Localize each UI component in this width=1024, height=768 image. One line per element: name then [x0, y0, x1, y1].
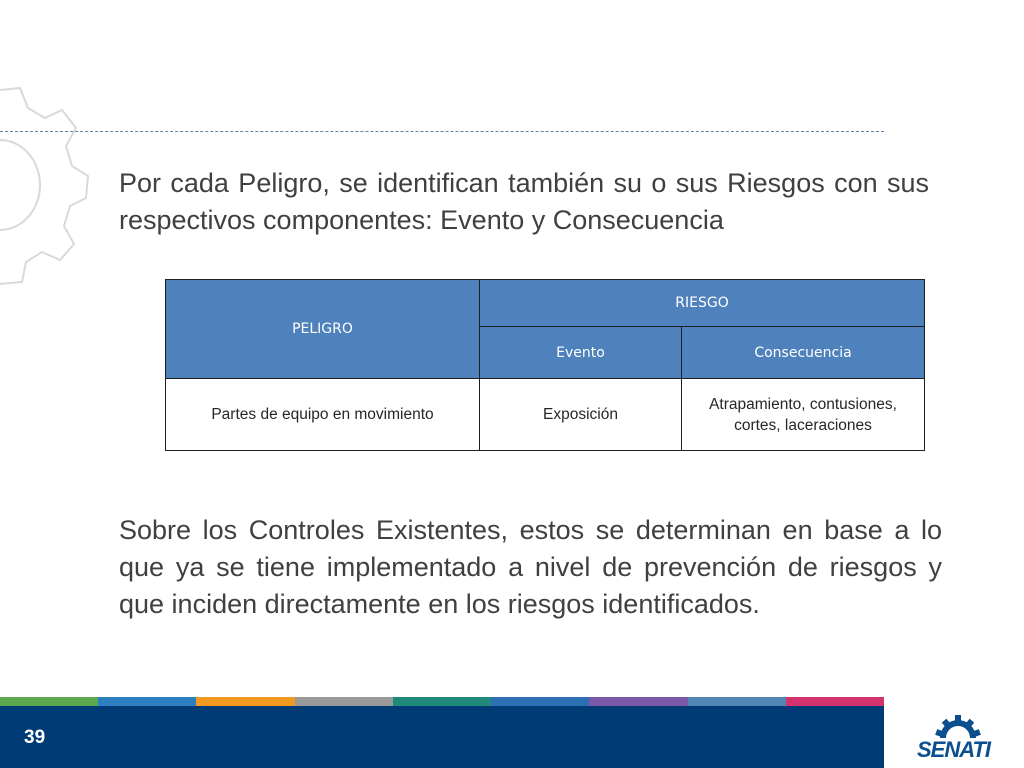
cell-evento: Exposición	[480, 379, 682, 451]
color-stripe-segment	[196, 697, 294, 706]
subheader-consecuencia: Consecuencia	[682, 327, 925, 379]
table-row	[166, 379, 925, 451]
color-stripe-segment	[295, 697, 393, 706]
intro-paragraph: Por cada Peligro, se identifican también su o sus Riesgos con sus respectivos componentes: Evento y Consecuencia	[119, 168, 929, 235]
page-number: 39	[24, 727, 46, 748]
cell-consecuencia: Atrapamiento, contusiones, cortes, laceraciones	[682, 379, 925, 451]
header-peligro: PELIGRO	[166, 280, 480, 379]
subheader-evento: Evento	[480, 327, 682, 379]
color-stripe-segment	[393, 697, 491, 706]
color-stripe-bar	[0, 697, 884, 706]
gear-outline-icon	[0, 80, 90, 290]
color-stripe-segment	[688, 697, 786, 706]
controls-paragraph: Sobre los Controles Existentes, estos se determinan en base a lo que ya se tiene implementado a nivel de prevención de riesgos y que inciden directamente en los riesgos identificados.	[119, 515, 942, 619]
cell-peligro: Partes de equipo en movimiento	[166, 379, 480, 451]
color-stripe-segment	[0, 697, 98, 706]
dashed-divider	[0, 131, 884, 132]
color-stripe-segment	[786, 697, 884, 706]
senati-logo-text: SENATI	[917, 737, 991, 762]
header-riesgo: RIESGO	[480, 280, 925, 327]
color-stripe-segment	[491, 697, 589, 706]
color-stripe-segment	[98, 697, 196, 706]
risk-table	[165, 279, 925, 451]
footer-bar	[0, 706, 884, 768]
color-stripe-segment	[589, 697, 687, 706]
